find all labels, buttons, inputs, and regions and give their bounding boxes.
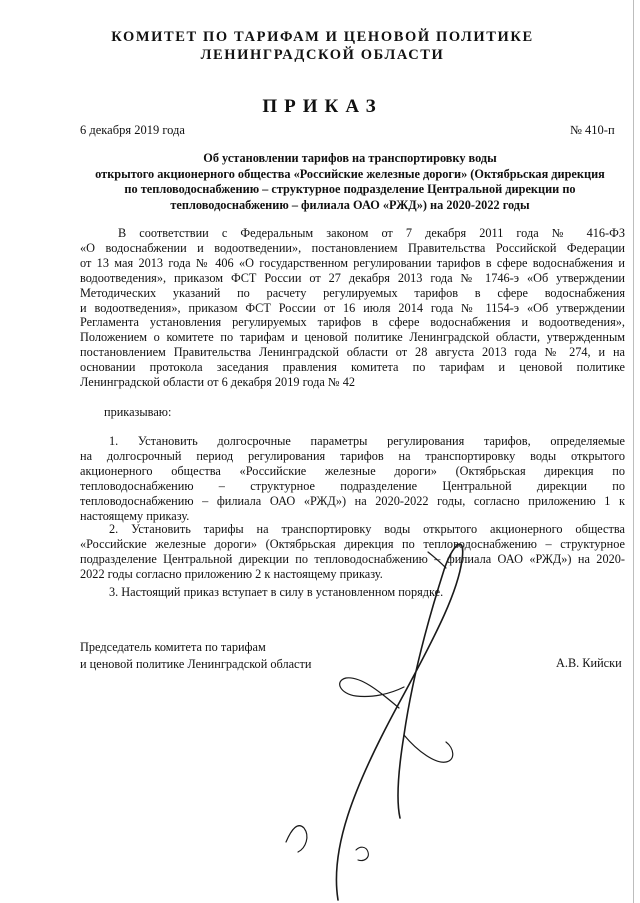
preamble-line: водоотведения», приказом ФСТ России от 27 декабря 2013 года № 1746-э «Об утверждении [80, 270, 625, 285]
order-item-line: на долгосрочный период регулирования тарифов на транспортировку воды открытого [80, 448, 625, 463]
order-item-line: «Российские железные дороги» (Октябрьская дирекция по тепловодоснабжению – структурное [80, 536, 625, 551]
order-item-3 [80, 585, 625, 600]
signature-stroke [340, 678, 404, 708]
preamble-line: и водоотведения», приказом ФСТ России от 16 июля 2014 года № 1154-э «Об утверждении [80, 300, 625, 315]
preamble-line: Регламента установления регулируемых тарифов в сфере водоснабжения и водоотведения», [80, 315, 625, 330]
signature-stroke [286, 826, 307, 852]
order-item-line: 2. Установить тарифы на транспортировку воды открытого акционерного общества [109, 522, 625, 536]
preamble-line: от 13 мая 2013 года № 406 «О государственном регулировании тарифов в сфере водоснабжения и [80, 255, 625, 270]
order-item-line: акционерного общества «Российские железные дороги» (Октябрьская дирекция по [80, 463, 625, 478]
order-item-1 [80, 434, 625, 523]
document-title: ПРИКАЗ [262, 96, 383, 117]
organization-name-line2: ЛЕНИНГРАДСКОЙ ОБЛАСТИ [200, 47, 445, 63]
order-word: приказываю: [104, 405, 172, 419]
document-number: № 410-п [570, 123, 615, 137]
preamble-line: Ленинградской области от 6 декабря 2019 года № 42 [80, 375, 355, 390]
order-item-line: 3. Настоящий приказ вступает в силу в установленном порядке. [109, 585, 444, 599]
order-item-line: подразделение Центральной дирекции по тепловодоснабжению – филиала ОАО «РЖД») на 2020- [80, 551, 625, 566]
order-item-line: 2022 годы согласно приложению 2 к настоящему приказу. [80, 566, 383, 581]
order-item-line: 1. Установить долгосрочные параметры регулирования тарифов, определяемые [109, 434, 625, 448]
order-item-line: тепловодоснабжению – филиала ОАО «РЖД») на 2020-2022 годы, согласно приложению 1 к [80, 493, 625, 508]
subject-line: по тепловодоснабжению – структурное подразделение Центральной дирекции по [124, 182, 576, 196]
preamble-line: В соответствии с Федеральным законом от 7 декабря 2011 года № 416-ФЗ [118, 226, 625, 240]
subject-line: Об установлении тарифов на транспортировку воды [203, 151, 497, 165]
document-subject [80, 151, 620, 213]
organization-name-line1: КОМИТЕТ ПО ТАРИФАМ И ЦЕНОВОЙ ПОЛИТИКЕ [111, 29, 534, 45]
signature-stroke [404, 735, 453, 762]
preamble-line: постановлением Правительства Ленинградской области от 28 августа 2013 года № 274, и на [80, 345, 625, 360]
signatory-name: А.В. Кийски [556, 656, 622, 670]
order-item-line: настоящему приказу. [80, 508, 190, 523]
signatory-position-line: и ценовой политике Ленинградской области [80, 657, 312, 671]
signatory-position [80, 639, 311, 673]
signatory-position-line: Председатель комитета по тарифам [80, 640, 266, 654]
subject-line: открытого акционерного общества «Российские железные дороги» (Октябрьская дирекция [95, 166, 605, 181]
preamble-line: Положением о комитете по тарифам и ценовой политике Ленинградской области, утвержденным [80, 330, 625, 345]
signature-stroke [356, 847, 368, 860]
document-date: 6 декабря 2019 года [80, 123, 185, 137]
order-item-line: тепловодоснабжению – структурное подразделение Центральной дирекции по [80, 478, 625, 493]
order-item-2 [80, 522, 625, 582]
preamble-line: основании протокола заседания правления комитета по тарифам и ценовой политике [80, 360, 625, 375]
preamble-line: Методических указаний по расчету регулируемых тарифов в сфере водоснабжения [80, 285, 625, 300]
preamble-line: «О водоснабжении и водоотведении», постановлением Правительства Российской Федерации [80, 240, 625, 255]
scan-edge-line [633, 0, 634, 903]
subject-line: тепловодоснабжению – филиала ОАО «РЖД») на 2020-2022 годы [170, 197, 530, 212]
preamble-paragraph [80, 226, 625, 390]
